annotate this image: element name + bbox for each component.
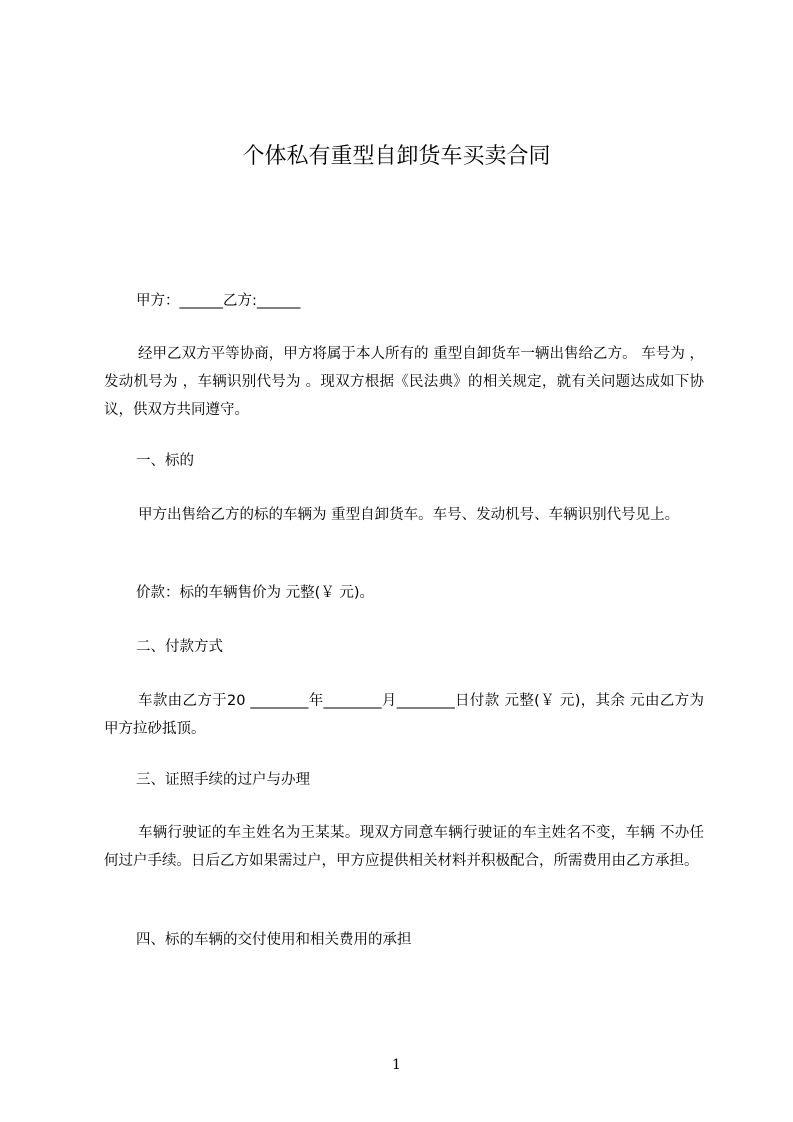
section-heading-delivery: 四、标的车辆的交付使用和相关费用的承担 xyxy=(136,932,412,948)
page-number: 1 xyxy=(392,1057,401,1073)
transfer-paragraph: 车辆行驶证的车主姓名为王某某。现双方同意车辆行驶证的车主姓名不变，车辆 不办任何过户手续。日后乙方如果需过户，甲方应提供相关材料并积极配合，所需费用由乙方承担。 xyxy=(104,825,704,869)
document-title: 个体私有重型自卸货车买卖合同 xyxy=(242,144,551,169)
section-heading-transfer: 三、证照手续的过户与办理 xyxy=(136,772,310,788)
parties-line: 甲方：______乙方:______ xyxy=(136,293,301,309)
intro-paragraph: 经甲乙双方平等协商，甲方将属于本人所有的 重型自卸货车一辆出售给乙方。 车号为 ，发动机号为 ，车辆识别代号为 。现双方根据《民法典》的相关规定，就有关问题达成如下协议，供双方共同遵守。 xyxy=(104,346,704,418)
price-paragraph: 价款：标的车辆售价为 元整(￥ 元)。 xyxy=(136,585,375,601)
payment-paragraph: 车款由乙方于20 ________年________月________日付款 元整(￥ 元)，其余 元由乙方为甲方拉砂抵顶。 xyxy=(104,693,704,737)
section-heading-subject: 一、标的 xyxy=(136,453,194,469)
subject-paragraph: 甲方出售给乙方的标的车辆为 重型自卸货车。车号、发动机号、车辆识别代号见上。 xyxy=(138,507,680,523)
section-heading-payment: 二、付款方式 xyxy=(136,639,223,655)
